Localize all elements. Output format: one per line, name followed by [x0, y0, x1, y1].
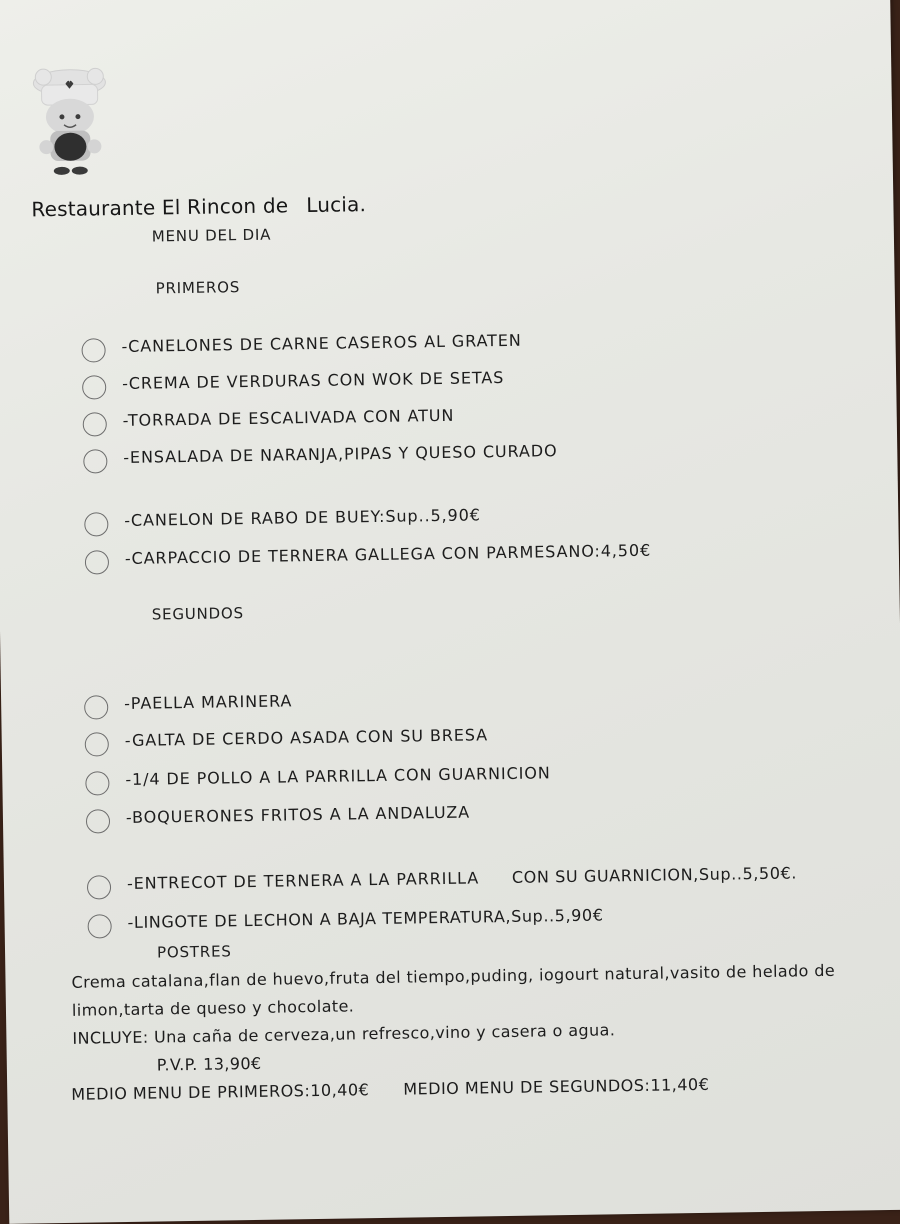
- restaurant-name-text: Restaurante El Rincon de: [31, 193, 289, 222]
- segundos-item: -GALTA DE CERDO ASADA CON SU BRESA: [124, 725, 489, 750]
- checkbox-circle-icon[interactable]: [83, 412, 107, 436]
- primeros-heading: PRIMEROS: [155, 278, 241, 298]
- checkbox-circle-icon[interactable]: [85, 732, 109, 756]
- checkbox-circle-icon[interactable]: [85, 771, 109, 795]
- segundos-item: -PAELLA MARINERA: [124, 691, 293, 713]
- restaurant-name-suffix: Lucia.: [306, 192, 367, 218]
- primeros-item: -TORRADA DE ESCALIVADA CON ATUN: [122, 405, 455, 430]
- pvp-price: P.V.P. 13,90€: [156, 1053, 262, 1075]
- primeros-item: -CREMA DE VERDURAS CON WOK DE SETAS: [121, 367, 505, 393]
- entrecot-suffix: CON SU GUARNICION,Sup..5,50€.: [511, 863, 798, 887]
- chef-mascot-icon: [27, 64, 113, 181]
- restaurant-name: [31, 192, 366, 221]
- postres-text: limon,tarta de queso y chocolate.: [71, 996, 355, 1020]
- checkbox-circle-icon[interactable]: [84, 695, 108, 719]
- checkbox-circle-icon[interactable]: [87, 875, 111, 899]
- primeros-item: -CARPACCIO DE TERNERA GALLEGA CON PARMESANO:4,50€: [124, 540, 652, 568]
- postres-heading: POSTRES: [156, 942, 232, 962]
- medio-menu-primeros: MEDIO MENU DE PRIMEROS:10,40€: [71, 1080, 370, 1104]
- segundos-item: -1/4 DE POLLO A LA PARRILLA CON GUARNICION: [125, 763, 551, 789]
- segundos-item: -ENTRECOT DE TERNERA A LA PARRILLA: [126, 868, 480, 893]
- incluye-text: INCLUYE: Una caña de cerveza,un refresco,vino y casera o agua.: [72, 1020, 616, 1048]
- checkbox-circle-icon[interactable]: [84, 512, 108, 536]
- segundos-item: -LINGOTE DE LECHON A BAJA TEMPERATURA,Sup..5,90€: [127, 905, 604, 932]
- primeros-item: -ENSALADA DE NARANJA,PIPAS Y QUESO CURADO: [123, 441, 558, 467]
- segundos-item: -BOQUERONES FRITOS A LA ANDALUZA: [125, 802, 471, 827]
- checkbox-circle-icon[interactable]: [85, 550, 109, 574]
- checkbox-circle-icon[interactable]: [86, 809, 110, 833]
- menu-title: MENU DEL DIA: [151, 225, 272, 246]
- checkbox-circle-icon[interactable]: [82, 375, 106, 399]
- checkbox-circle-icon[interactable]: [83, 449, 107, 473]
- segundos-heading: SEGUNDOS: [151, 604, 245, 624]
- checkbox-circle-icon[interactable]: [81, 338, 105, 362]
- medio-menu-segundos: MEDIO MENU DE SEGUNDOS:11,40€: [403, 1074, 710, 1099]
- checkbox-circle-icon[interactable]: [87, 914, 111, 938]
- primeros-item: -CANELON DE RABO DE BUEY:Sup..5,90€: [124, 505, 481, 530]
- postres-text: Crema catalana,flan de huevo,fruta del tiempo,puding, iogourt natural,vasito de helado de: [71, 960, 836, 992]
- primeros-item: -CANELONES DE CARNE CASEROS AL GRATEN: [121, 330, 522, 356]
